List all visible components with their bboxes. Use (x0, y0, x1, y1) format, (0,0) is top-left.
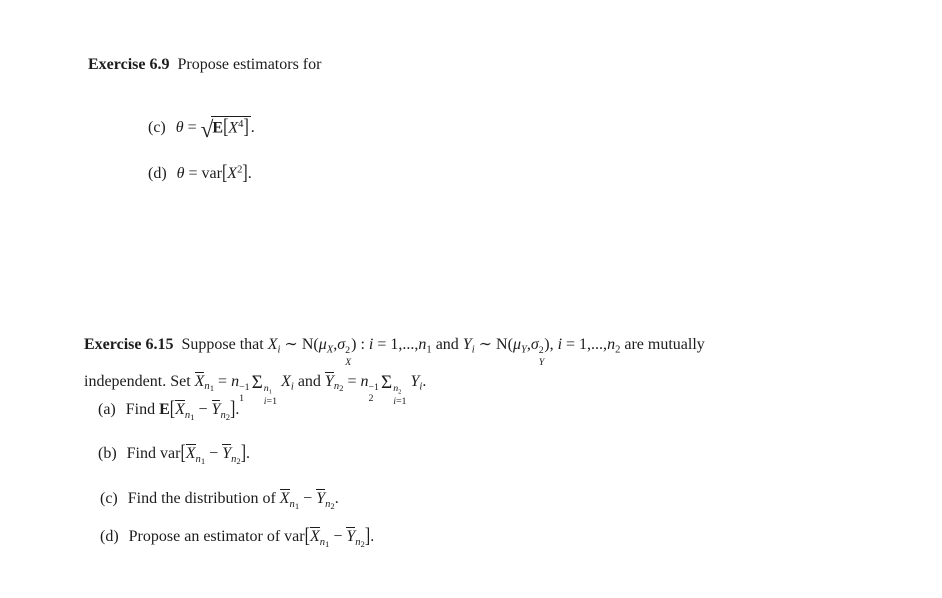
item-label: (a) (98, 401, 116, 418)
item-label: (b) (98, 445, 117, 462)
exercise-6-9-item-d (148, 164, 252, 185)
paragraph-line-2: independent. Set $X_{n_1} = n$ −1 1 Σ $n_1$ i=1 $X_i$ and $Y_{n_2} = n$ −1 2 Σ $n_2$ i=1 $Y_i$. (84, 371, 427, 407)
item-formula: $\theta = var[X^2]$. (176, 162, 252, 185)
item-formula: $\theta = √E[X^4]$ . (175, 116, 255, 144)
exercise-6-15-item-a (98, 397, 240, 423)
item-formula: Find $var[X_{n_1} - Y_{n_2}]$. (126, 441, 251, 466)
item-label: (d) (100, 528, 119, 545)
exercise-6-9-item-c (148, 116, 255, 144)
exercise-6-9-heading: Exercise 6.9 Propose estimators for (88, 56, 322, 73)
exercise-6-15-item-b (98, 441, 251, 467)
item-formula: Find $E[X_{n_1} - Y_{n_2}]$. (125, 397, 240, 422)
exercise-6-15-item-d (100, 524, 375, 550)
item-label: (c) (100, 490, 118, 507)
exercise-6-15-paragraph (84, 331, 874, 407)
item-label: (c) (148, 119, 166, 137)
item-formula: Find the distribution of $X_{n_1} - Y_{n_2}$. (127, 490, 339, 511)
item-label: (d) (148, 165, 167, 183)
item-formula: Propose an estimator of $var[X_{n_1} - Y_{n_2}]$. (128, 524, 375, 549)
exercise-6-15-item-c (100, 489, 339, 512)
paragraph-line-1: Exercise 6.15 Suppose that $X_i$ ∼ $N(\mu_X,\sigma$ 2 X ) : $i = 1,...,n_1$ and $Y_i$ ∼ $N(\mu_Y,\sigma$ 2 Y ), $i = 1,...,n_2$ are mutually (84, 336, 705, 368)
